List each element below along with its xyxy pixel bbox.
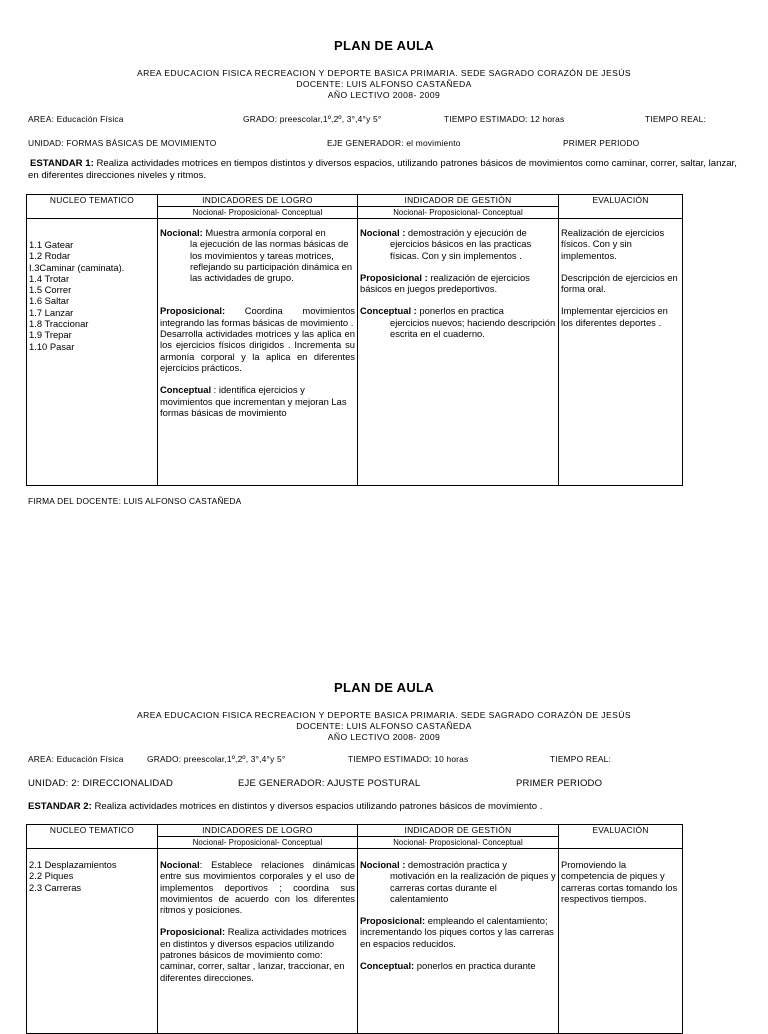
- tiempo-estimado-field: TIEMPO ESTIMADO: 12 horas: [444, 114, 565, 124]
- estandar-label: ESTANDAR 1:: [30, 158, 94, 169]
- nucleo-cell: [27, 849, 158, 1034]
- list-item: 2.1 Desplazamientos: [29, 859, 117, 870]
- logro-proposicional-2: Desarrolla actividades motrices y las aplica en los ejercicios físicos dirigidos . Incrementa su armonía corporal y la aplica en diferentes ejercicios prácticos.: [160, 328, 355, 373]
- gestion-conceptual-cont: ejercicios nuevos; haciendo descripción escrita en el cuaderno.: [390, 316, 556, 340]
- col-header-gestion: INDICADOR DE GESTIÓN Nocional- Proposicional- Conceptual: [358, 825, 559, 849]
- plan-table: [26, 824, 683, 1034]
- area-field: AREA: Educación Física: [28, 114, 124, 124]
- grado-field: GRADO: preescolar,1º,2º, 3°,4°y 5°: [243, 114, 382, 124]
- logro-proposicional: Proposicional: Coordina movimientos integrando las formas básicas de movimiento .: [160, 305, 355, 328]
- sub-header: Nocional- Proposicional- Conceptual: [358, 836, 558, 848]
- logro-nocional: Nocional: Muestra armonía corporal en: [160, 227, 326, 238]
- evaluacion-item: Implementar ejercicios en los diferentes deportes .: [561, 305, 668, 328]
- unidad-field: UNIDAD: 2: DIRECCIONALIDAD: [28, 778, 174, 789]
- indicadores-logro-cell: [158, 849, 358, 1034]
- logro-nocional: Nocional: Establece relaciones dinámicas entre sus movimientos corporales y el uso de implementos deportivos ; coordina sus movimientos de acuerdo con los diferentes ritmos y posiciones.: [160, 859, 355, 916]
- tiempo-real-field: TIEMPO REAL:: [550, 754, 612, 764]
- document-header: [0, 710, 768, 743]
- sub-header: Nocional- Proposicional- Conceptual: [158, 206, 357, 218]
- nucleo-cell: [27, 219, 158, 486]
- eje-generador-field: EJE GENERADOR: AJUSTE POSTURAL: [238, 778, 421, 789]
- logro-nocional-cont: la ejecución de las normas básicas de los movimientos y tareas motrices, reflejando su participación dinámica en las actividades de grupo.: [190, 238, 353, 284]
- list-item: 1.8 Traccionar: [29, 318, 89, 330]
- gestion-nocional: Nocional : demostración practica y: [360, 859, 507, 870]
- estandar-paragraph: [28, 158, 748, 181]
- gestion-nocional-cont: ejercicios básicos en las practicas físicas. Con y sin implementos .: [390, 238, 532, 261]
- evaluacion-cell: [559, 849, 683, 1034]
- list-item: 2.2 Piques: [29, 870, 74, 882]
- list-item: 1.7 Lanzar: [29, 306, 74, 318]
- list-item: 1.10 Pasar: [29, 340, 75, 352]
- list-item: 1.5 Correr: [29, 284, 72, 296]
- sub-header: Nocional- Proposicional- Conceptual: [358, 206, 558, 218]
- col-header-gestion: INDICADOR DE GESTIÓN Nocional- Proposicional- Conceptual: [358, 195, 559, 219]
- tiempo-real-field: TIEMPO REAL:: [645, 114, 707, 124]
- indicador-gestion-cell: [358, 219, 559, 486]
- logro-conceptual: Conceptual : identifica ejercicios y movimientos que incrementan y mejoran Las formas básicas de movimiento: [160, 384, 347, 418]
- header-docente-line: DOCENTE: LUIS ALFONSO CASTAÑEDA: [296, 79, 472, 89]
- col-header-nucleo: NUCLEO TEMATICO: [27, 825, 158, 849]
- evaluacion-item: Realización de ejercicios físicos. Con y sin implementos.: [561, 227, 665, 261]
- header-docente-line: DOCENTE: LUIS ALFONSO CASTAÑEDA: [296, 721, 472, 731]
- col-header-nucleo: NUCLEO TEMATICO: [27, 195, 158, 219]
- header-year-line: AÑO LECTIVO 2008- 2009: [327, 732, 441, 742]
- list-item: 1.9 Trepar: [29, 329, 72, 341]
- page-title: PLAN DE AULA: [334, 38, 434, 53]
- estandar-text: Realiza actividades motrices en tiempos distintos y diversos espacios, utilizando patrones básicos de movimientos como caminar, correr, saltar, lanzar, en diferentes direcciones niveles y ritmos.: [28, 158, 737, 181]
- indicador-gestion-cell: [358, 849, 559, 1034]
- list-item: I.3Caminar (caminata).: [29, 261, 125, 273]
- sub-header: Nocional- Proposicional- Conceptual: [158, 836, 357, 848]
- logro-proposicional: Proposicional: Realiza actividades motrices en distintos y diversos espacios utilizando patrones básicos de movimiento como: caminar, correr, saltar , lanzar, traccionar, en diferentes direcciones.: [160, 926, 347, 983]
- indicadores-logro-cell: [158, 219, 358, 486]
- area-field: AREA: Educación Física: [28, 754, 124, 764]
- eje-generador-field: EJE GENERADOR: el movimiento: [327, 138, 461, 148]
- unidad-field: UNIDAD: FORMAS BÁSICAS DE MOVIMIENTO: [28, 138, 217, 148]
- evaluacion-cell: [559, 219, 683, 486]
- header-year-line: AÑO LECTIVO 2008- 2009: [327, 90, 441, 100]
- col-header-evaluacion: EVALUACIÓN: [559, 825, 683, 849]
- list-item: 2.3 Carreras: [29, 881, 82, 893]
- estandar-label: ESTANDAR 2:: [28, 801, 92, 812]
- nucleo-list: [27, 219, 157, 354]
- grado-field: GRADO: preescolar,1º,2º, 3°,4°y 5°: [147, 754, 286, 764]
- list-item: 1.4 Trotar: [29, 272, 70, 284]
- gestion-nocional-cont: motivación en la realización de piques y carreras cortas durante el calentamiento: [390, 870, 556, 904]
- header-area-line: AREA EDUCACION FISICA RECREACION Y DEPORTE BASICA PRIMARIA. SEDE SAGRADO CORAZÓN DE JESÚS: [136, 68, 632, 78]
- gestion-nocional: Nocional : demostración y ejecución de: [360, 227, 527, 238]
- evaluacion-item: Promoviendo la competencia de piques y carreras cortas tomando los respectivos tiempos.: [561, 859, 678, 904]
- periodo-field: PRIMER PERIODO: [563, 138, 640, 148]
- col-header-indicadores: INDICADORES DE LOGRO Nocional- Proposicional- Conceptual: [158, 195, 358, 219]
- tiempo-estimado-field: TIEMPO ESTIMADO: 10 horas: [348, 754, 469, 764]
- nucleo-list: [27, 849, 157, 895]
- plan-table: [26, 194, 683, 486]
- list-item: 1.6 Saltar: [29, 295, 70, 307]
- firma-docente: FIRMA DEL DOCENTE: LUIS ALFONSO CASTAÑEDA: [28, 496, 242, 506]
- gestion-proposicional: Proposicional : realización de ejercicios básicos en juegos predeportivos.: [360, 271, 530, 295]
- document-header: [0, 68, 768, 101]
- estandar-text: Realiza actividades motrices en distintos y diversos espacios utilizando patrones básicos de movimiento .: [91, 801, 543, 812]
- list-item: 1.1 Gatear: [29, 239, 74, 250]
- evaluacion-item: Descripción de ejercicios en forma oral.: [561, 271, 678, 295]
- gestion-conceptual: Conceptual : ponerlos en practica: [360, 305, 504, 317]
- estandar-paragraph: [28, 801, 748, 813]
- col-header-evaluacion: EVALUACIÓN: [559, 195, 683, 219]
- page-title: PLAN DE AULA: [334, 680, 434, 695]
- gestion-conceptual: Conceptual: ponerlos en practica durante: [360, 960, 536, 972]
- gestion-proposicional: Proposicional: empleando el calentamiento; incrementando los piques cortos y las carreras en espacios reducidos.: [360, 915, 554, 949]
- list-item: 1.2 Rodar: [29, 250, 71, 262]
- col-header-indicadores: INDICADORES DE LOGRO Nocional- Proposicional- Conceptual: [158, 825, 358, 849]
- header-area-line: AREA EDUCACION FISICA RECREACION Y DEPORTE BASICA PRIMARIA. SEDE SAGRADO CORAZÓN DE JESÚS: [136, 710, 632, 720]
- periodo-field: PRIMER PERIODO: [516, 778, 603, 789]
